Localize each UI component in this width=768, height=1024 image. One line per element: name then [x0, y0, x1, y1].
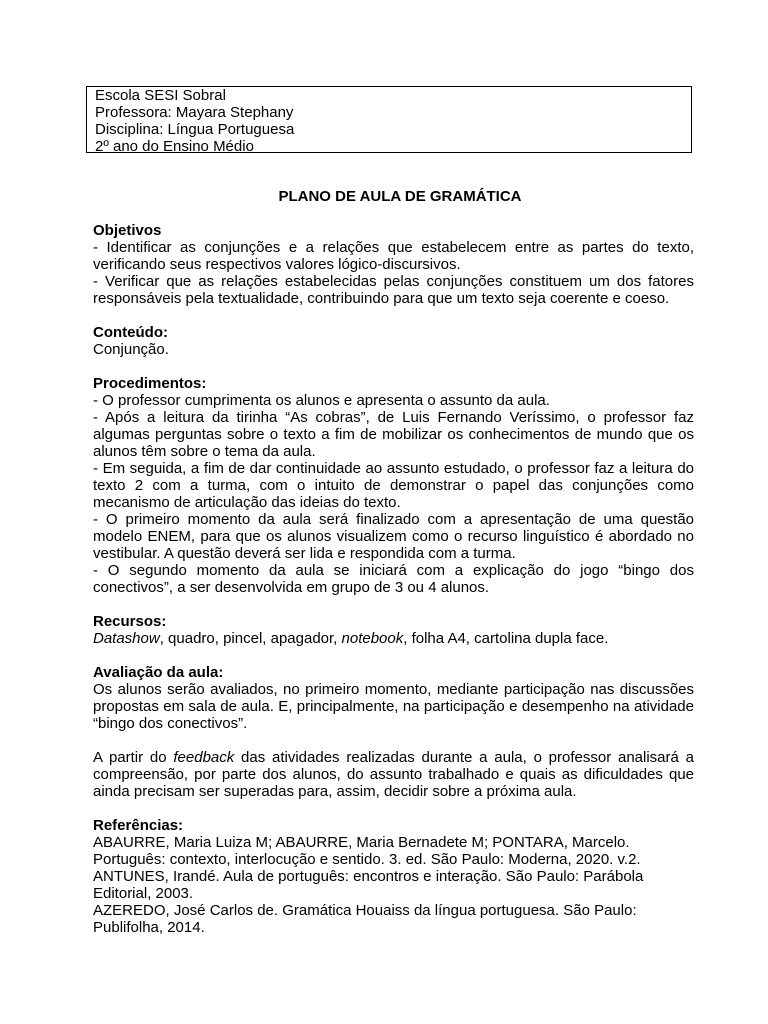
feedback-word: feedback [173, 749, 235, 766]
section-referencias [93, 817, 694, 936]
conteudo-text: Conjunção. [93, 341, 169, 358]
header-box [86, 86, 692, 153]
subject-name: Disciplina: Língua Portuguesa [95, 121, 295, 138]
avaliacao-paragraph-2 [93, 749, 694, 800]
referencias-heading: Referências: [93, 817, 184, 834]
referencia-line: Português: contexto, interlocução e sentido. 3. ed. São Paulo: Moderna, 2020. v.2. [93, 851, 641, 868]
grade-level: 2º ano do Ensino Médio [95, 138, 254, 155]
referencia-line: Publifolha, 2014. [93, 919, 205, 936]
recursos-end: , folha A4, cartolina dupla face. [403, 630, 609, 647]
document-body [93, 222, 694, 953]
procedimento-item: - Em seguida, a fim de dar continuidade ao assunto estudado, o professor faz a leitura do texto 2 com a turma, com o intuito de demonstrar o papel das conjunções como mecanismo de articulação das ideias do texto. [93, 460, 694, 511]
referencia-line: AZEREDO, José Carlos de. Gramática Houaiss da língua portuguesa. São Paulo: [93, 902, 637, 919]
recursos-heading: Recursos: [93, 613, 167, 630]
document-title: PLANO DE AULA DE GRAMÁTICA [278, 188, 522, 205]
procedimentos-heading: Procedimentos: [93, 375, 207, 392]
avaliacao-paragraph-1: Os alunos serão avaliados, no primeiro momento, mediante participação nas discussões propostas em sala de aula. E, principalmente, na participação e desempenho na atividade “bingo dos conectivos”. [93, 681, 694, 732]
procedimento-item: - Após a leitura da tirinha “As cobras”, de Luis Fernando Veríssimo, o professor faz algumas perguntas sobre o texto a fim de mobilizar os conhecimentos de mundo que os alunos têm sobre o tema da aula. [93, 409, 694, 460]
section-avaliacao-feedback [93, 749, 694, 800]
conteudo-heading: Conteúdo: [93, 324, 168, 341]
objetivos-heading: Objetivos [93, 222, 162, 239]
section-procedimentos [93, 375, 694, 596]
school-name: Escola SESI Sobral [95, 87, 226, 104]
procedimento-item: - O segundo momento da aula se iniciará com a explicação do jogo “bingo dos conectivos”, a ser desenvolvida em grupo de 3 ou 4 alunos. [93, 562, 694, 596]
feedback-end: das atividades realizadas durante a aula, o professor analisará a compreensão, por parte dos alunos, do assunto trabalhado e quais as dificuldades que ainda precisam ser superadas para, assim, decidir sobre a próxima aula. [93, 749, 694, 800]
procedimento-item: - O professor cumprimenta os alunos e apresenta o assunto da aula. [93, 392, 550, 409]
objetivo-item: - Verificar que as relações estabelecidas pelas conjunções constituem um dos fatores responsáveis pela textualidade, contribuindo para que um texto seja coerente e coeso. [93, 273, 694, 307]
section-conteudo [93, 324, 694, 358]
section-recursos [93, 613, 694, 647]
recursos-text [93, 630, 694, 647]
section-objetivos [93, 222, 694, 307]
teacher-name: Professora: Mayara Stephany [95, 104, 294, 121]
referencia-line: ABAURRE, Maria Luiza M; ABAURRE, Maria Bernadete M; PONTARA, Marcelo. [93, 834, 630, 851]
recursos-notebook: notebook [341, 630, 404, 647]
recursos-datashow: Datashow [93, 630, 160, 647]
feedback-start: A partir do [93, 749, 174, 766]
procedimento-item: - O primeiro momento da aula será finalizado com a apresentação de uma questão modelo ENEM, para que os alunos visualizem como o recurso linguístico é abordado no vestibular. A questão deverá ser lida e respondida com a turma. [93, 511, 694, 562]
recursos-mid: , quadro, pincel, apagador, [159, 630, 342, 647]
section-avaliacao [93, 664, 694, 732]
referencia-line: Editorial, 2003. [93, 885, 194, 902]
referencia-line: ANTUNES, Irandé. Aula de português: encontros e interação. São Paulo: Parábola [93, 868, 644, 885]
avaliacao-heading: Avaliação da aula: [93, 664, 224, 681]
objetivo-item: - Identificar as conjunções e a relações que estabelecem entre as partes do texto, verificando seus respectivos valores lógico-discursivos. [93, 239, 694, 273]
